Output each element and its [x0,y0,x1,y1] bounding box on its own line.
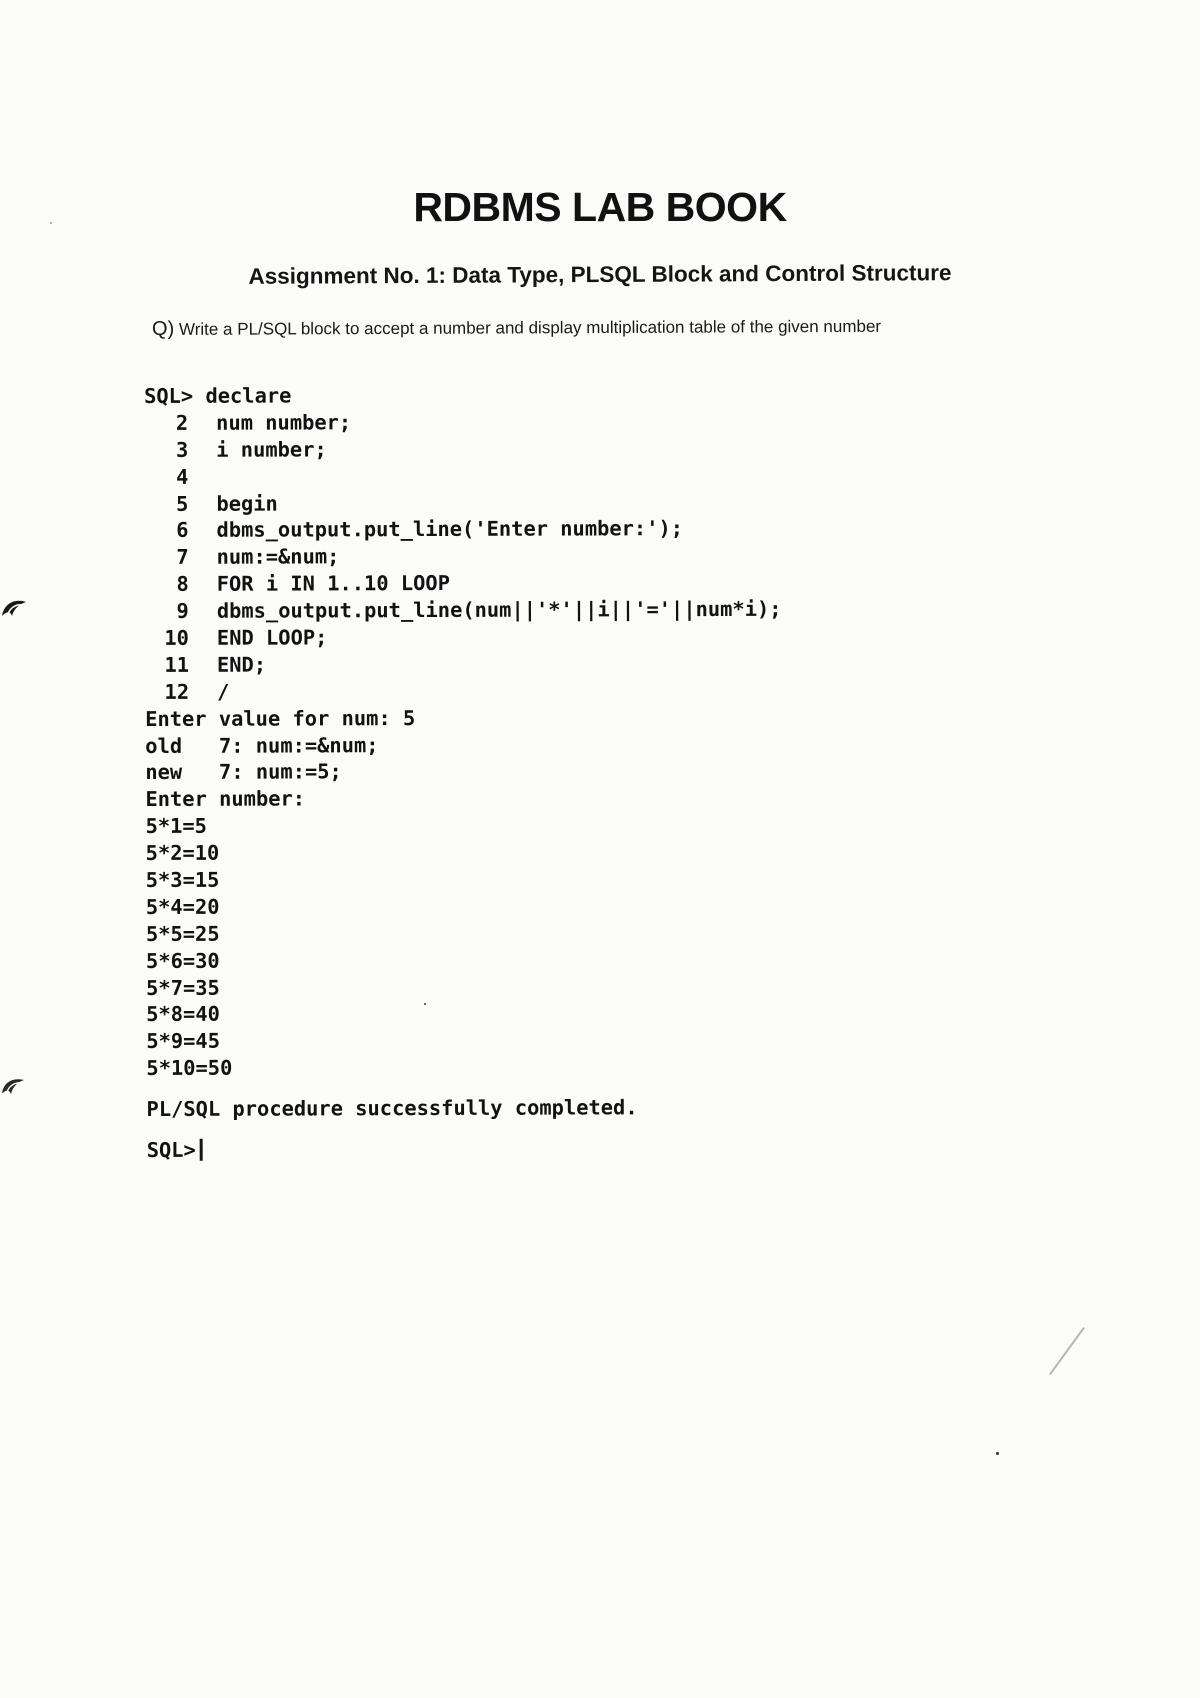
pen-stroke-mark [1049,1327,1085,1375]
output-line: 5*2=10 [145,840,220,866]
binder-hole-mark-icon [0,1074,28,1098]
code-line [145,623,782,652]
code-text: num number; [216,410,352,435]
code-line [145,542,782,571]
code-line [144,515,781,544]
code-line [144,488,781,517]
output-line: new 7: num:=5; [145,759,342,785]
sql-console-output [144,381,783,1164]
question-text [152,314,1052,341]
assignment-subtitle: Assignment No. 1: Data Type, PLSQL Block and Control Structure [248,260,952,289]
code-text: declare [205,383,292,408]
code-text: FOR i IN 1..10 LOOP [216,571,450,596]
line-number: 3 [175,437,189,462]
line-number: 12 [164,679,190,704]
output-line: 5*10=50 [146,1055,233,1081]
line-number: 11 [164,652,190,677]
code-text: END; [216,652,267,677]
final-prompt-line [147,1135,784,1164]
output-line: Enter value for num: 5 [145,705,416,731]
question-body: Write a PL/SQL block to accept a number and display multiplication table of the given number [178,316,882,339]
output-line: 5*4=20 [145,894,220,919]
code-text: dbms_output.put_line(num||'*'||i||'='||num*i); [216,596,782,623]
line-number: 7 [176,545,189,570]
line-number: 10 [164,625,189,650]
binder-hole-mark-icon [0,596,30,622]
output-line: 5*8=40 [146,1002,220,1027]
code-line [145,677,782,706]
code-text: dbms_output.put_line('Enter number:'); [216,516,684,543]
code-line [145,650,782,679]
line-number: 2 [175,410,189,435]
code-text: / [217,679,230,704]
output-line: 5*6=30 [145,948,220,973]
question-prefix: Q) [151,317,175,340]
output-line: 5*3=15 [145,867,220,893]
scan-speck [996,1452,999,1455]
scan-speck [424,1003,426,1005]
code-text: num:=&num; [216,544,340,570]
line-number: 5 [176,491,189,516]
code-text: END LOOP; [216,625,328,650]
code-line [144,461,781,490]
code-line [144,408,781,437]
page-title: RDBMS LAB BOOK [413,184,787,230]
code-text: i number; [216,437,327,462]
sql-prompt: SQL> [144,383,194,408]
line-number: 8 [176,572,189,597]
scan-speck [50,222,52,224]
output-line: old 7: num:=&num; [145,732,379,758]
output-line: 5*9=45 [146,1029,221,1054]
text-cursor [200,1139,203,1161]
code-line [144,435,781,464]
line-number: 6 [176,518,189,543]
output-line: 5*1=5 [145,814,207,839]
line-number: 9 [176,598,189,624]
code-line [145,596,782,625]
code-text: begin [216,491,278,516]
output-line: Enter number: [145,786,306,812]
sql-prompt: SQL> [146,1137,196,1163]
line-number: 4 [176,464,189,489]
completion-message: PL/SQL procedure successfully completed. [146,1095,638,1122]
code-line [145,569,782,598]
console-prompt-line [144,381,781,410]
output-line: 5*7=35 [146,975,220,1000]
output-line: 5*5=25 [145,921,220,946]
